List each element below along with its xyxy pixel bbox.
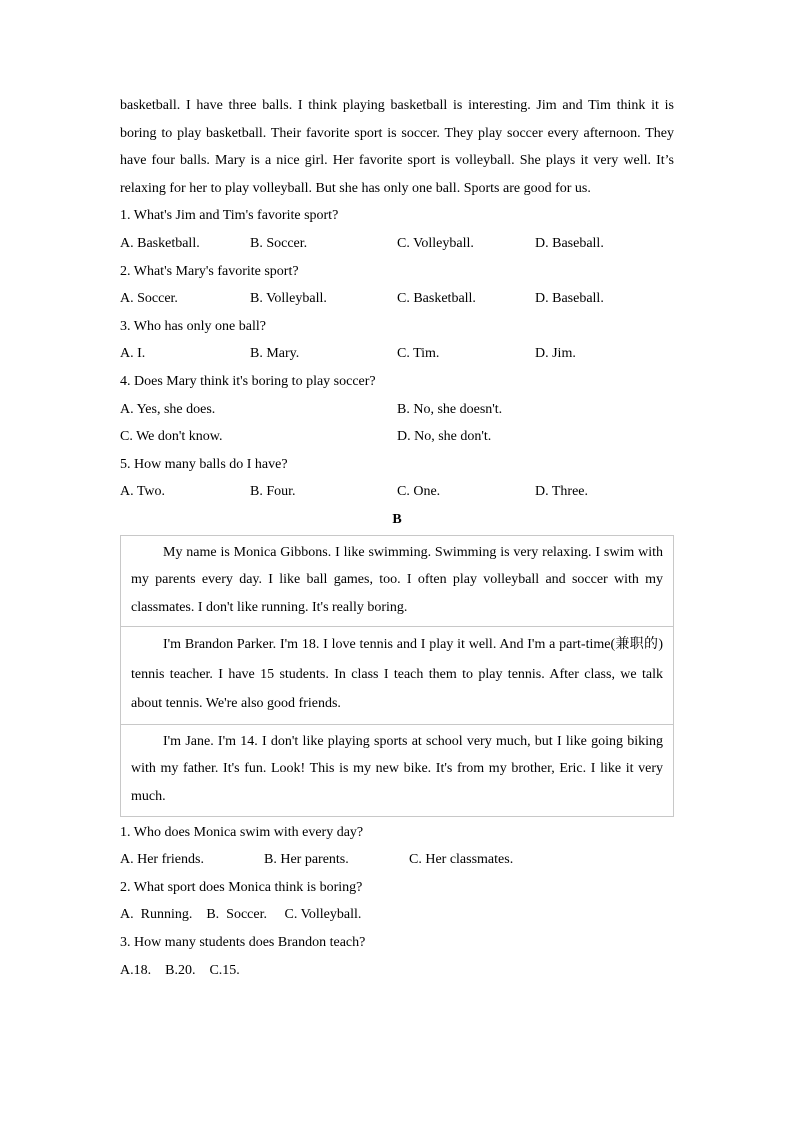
section-a-questions — [120, 202, 674, 506]
question-text: 5. How many balls do I have? — [120, 456, 288, 472]
option-c: C. Tim. — [397, 346, 440, 362]
option-b: B. Four. — [250, 484, 296, 500]
option-c: C. Basketball. — [397, 291, 476, 307]
option-b: B. Mary. — [250, 346, 300, 362]
question-options: A.18. B.20. C.15. — [120, 962, 240, 978]
question-options — [120, 230, 674, 258]
question-text: 1. Who does Monica swim with every day? — [120, 824, 364, 840]
passage-row — [121, 724, 674, 816]
option-a: A. I. — [120, 346, 146, 362]
question-options — [120, 285, 674, 313]
passage-row — [121, 535, 674, 627]
passage-a — [120, 92, 674, 202]
question-options: A. Running. B. Soccer. C. Volleyball. — [120, 907, 362, 923]
option-c: C. One. — [397, 484, 441, 500]
question-text: 4. Does Mary think it's boring to play soccer? — [120, 373, 376, 389]
option-a: A. Her friends. — [120, 852, 204, 868]
option-c: C. We don't know. — [120, 429, 223, 445]
option-d: D. Baseball. — [535, 291, 604, 307]
question-item — [120, 819, 674, 874]
passage-brandon: I'm Brandon Parker. I'm 18. I love tennis and I play it well. And I'm a part-time(兼职的) tennis teacher. I have 15 students. In class I teach them to play tennis. After class, we talk about tennis. We're also good friends. — [121, 627, 674, 725]
question-item — [120, 313, 674, 368]
passage-jane: I'm Jane. I'm 14. I don't like playing sports at school very much, but I like going biking with my father. It's fun. Look! This is my new bike. It's from my brother, Eric. I like it very much. — [121, 724, 674, 816]
question-item — [120, 874, 674, 929]
question-text: 1. What's Jim and Tim's favorite sport? — [120, 208, 339, 224]
option-b: B. Soccer. — [250, 235, 308, 251]
option-a: A. Basketball. — [120, 235, 200, 251]
option-a: A. Soccer. — [120, 291, 178, 307]
exam-page — [120, 92, 674, 984]
question-options — [120, 340, 674, 368]
option-a: A. Yes, she does. — [120, 401, 216, 417]
passage-monica: My name is Monica Gibbons. I like swimming. Swimming is very relaxing. I swim with my parents every day. I like ball games, too. I often play volleyball and soccer with my classmates. I don't like running. It's really boring. — [121, 535, 674, 627]
option-c: C. Volleyball. — [397, 235, 474, 251]
option-d: D. Jim. — [535, 346, 576, 362]
option-d: D. Three. — [535, 484, 588, 500]
option-d: D. No, she don't. — [397, 429, 492, 445]
question-options — [120, 478, 674, 506]
question-text: 3. Who has only one ball? — [120, 318, 266, 334]
option-a: A. Two. — [120, 484, 166, 500]
option-b: B. Volleyball. — [250, 291, 327, 307]
question-item — [120, 258, 674, 313]
option-c: C. Her classmates. — [409, 852, 514, 868]
question-text: 3. How many students does Brandon teach? — [120, 934, 366, 950]
passage-a-text: basketball. I have three balls. I think playing basketball is interesting. Jim and Tim think it is boring to play basketball. Their favorite sport is soccer. They play soccer every afternoon. They have four balls. Mary is a nice girl. Her favorite sport is volleyball. She plays it very well. It’s relaxing for her to play volleyball. But she has only one ball. Sports are good for us. — [120, 98, 674, 196]
question-item — [120, 202, 674, 257]
question-item — [120, 929, 674, 984]
section-b-passage-table — [120, 535, 674, 817]
passage-row — [121, 627, 674, 725]
question-text: 2. What sport does Monica think is boring? — [120, 879, 363, 895]
question-item — [120, 451, 674, 506]
section-b-heading: B — [392, 511, 402, 527]
question-text: 2. What's Mary's favorite sport? — [120, 263, 299, 279]
question-item — [120, 368, 674, 451]
option-d: D. Baseball. — [535, 235, 604, 251]
question-options — [120, 423, 674, 451]
option-b: B. No, she doesn't. — [397, 401, 503, 417]
option-b: B. Her parents. — [264, 852, 349, 868]
question-options — [120, 396, 674, 424]
question-options — [120, 846, 674, 874]
section-b-questions — [120, 819, 674, 985]
